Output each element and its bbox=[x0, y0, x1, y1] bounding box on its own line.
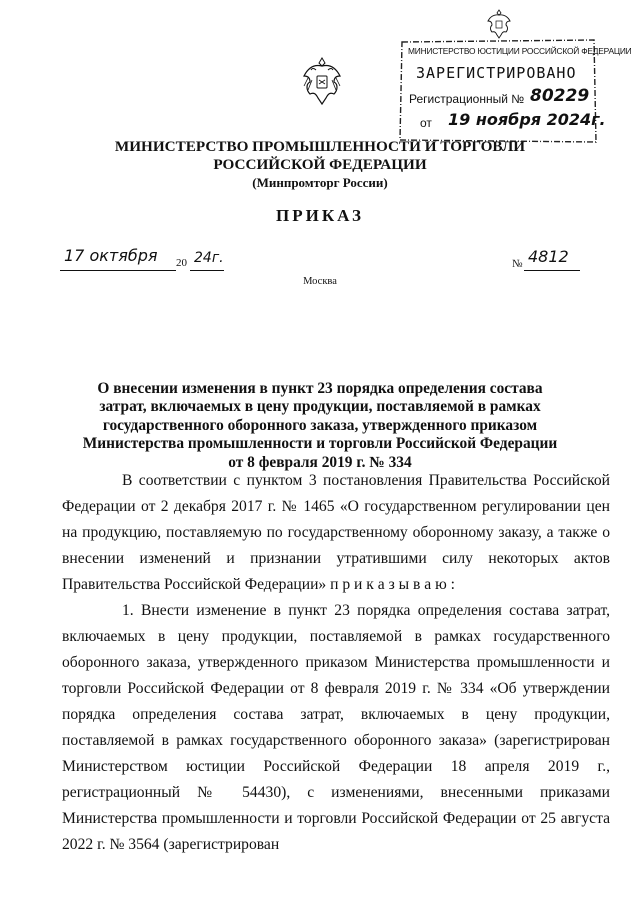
order-title: ПРИКАЗ bbox=[276, 206, 364, 225]
stamp-date-label: от bbox=[420, 116, 432, 130]
stamp-registered-text: ЗАРЕГИСТРИРОВАНО bbox=[416, 64, 577, 82]
document-body bbox=[62, 468, 610, 858]
stamp-date-value: 19 ноября 2024г. bbox=[448, 110, 606, 129]
stamp-regno-value: 80229 bbox=[530, 86, 590, 106]
stamp-emblem bbox=[486, 8, 512, 40]
ministry-short-name: (Минпромторг России) bbox=[252, 175, 388, 190]
stamp-ministry-text: МИНИСТЕРСТВО ЮСТИЦИИ РОССИЙСКОЙ ФЕДЕРАЦИИ bbox=[408, 46, 632, 56]
order-date-handwritten: 17 октября bbox=[64, 246, 158, 265]
date-underline bbox=[60, 270, 176, 271]
body-paragraph-item-1: 1. Внести изменение в пункт 23 порядка определения состава затрат, включаемых в цену продукции, поставляемой в рамках государственного оборонного заказа, утвержденного приказом Министерства промышленности и торговли Российской Федерации от 8 февраля 2019 г. № 334 «Об утверждении порядка определения состава затрат, включаемых в цену продукции, поставляемой в рамках государственного оборонного заказа» (зарегистрирован Министерством юстиции Российской Федерации 18 апреля 2019 г., регистрационный № 54430), с изменениями, внесенными приказами Министерства промышленности и торговли Российской Федерации от 25 августа 2022 г. № 3564 (зарегистрирован bbox=[62, 602, 610, 853]
order-city: Москва bbox=[303, 276, 337, 287]
order-number-label: № bbox=[512, 258, 523, 270]
year-underline bbox=[190, 270, 224, 271]
stamp-regno-label: Регистрационный № bbox=[409, 92, 525, 106]
order-year-prefix: 20 bbox=[176, 257, 187, 269]
number-underline bbox=[524, 270, 580, 271]
document-title: О внесении изменения в пункт 23 порядка определения состава затрат, включаемых в цену продукции, поставляемой в рамках государственного оборонного заказа, утвержденного приказом Министерства промышленности и торговли Российской Федерации от 8 февраля 2019 г. № 334 bbox=[82, 380, 558, 471]
order-year-handwritten: 24г. bbox=[194, 250, 224, 266]
ministry-name-line1: МИНИСТЕРСТВО ПРОМЫШЛЕННОСТИ И ТОРГОВЛИ bbox=[114, 138, 526, 155]
ministry-name-line2: РОССИЙСКОЙ ФЕДЕРАЦИИ bbox=[213, 156, 427, 173]
order-number-handwritten: 4812 bbox=[528, 247, 569, 266]
ministry-header bbox=[100, 138, 540, 192]
coat-of-arms-emblem bbox=[300, 54, 344, 108]
body-paragraph-preamble: В соответствии с пунктом 3 постановления Правительства Российской Федерации от 2 декабря 2017 г. № 1465 «О государственном регулировании цен на продукцию, поставляемую по государственному оборонному заказу, а также о внесении изменений и признании утратившими силу некоторых актов Правительства Российской Федерации» п р и к а з ы в а ю : bbox=[62, 472, 610, 593]
